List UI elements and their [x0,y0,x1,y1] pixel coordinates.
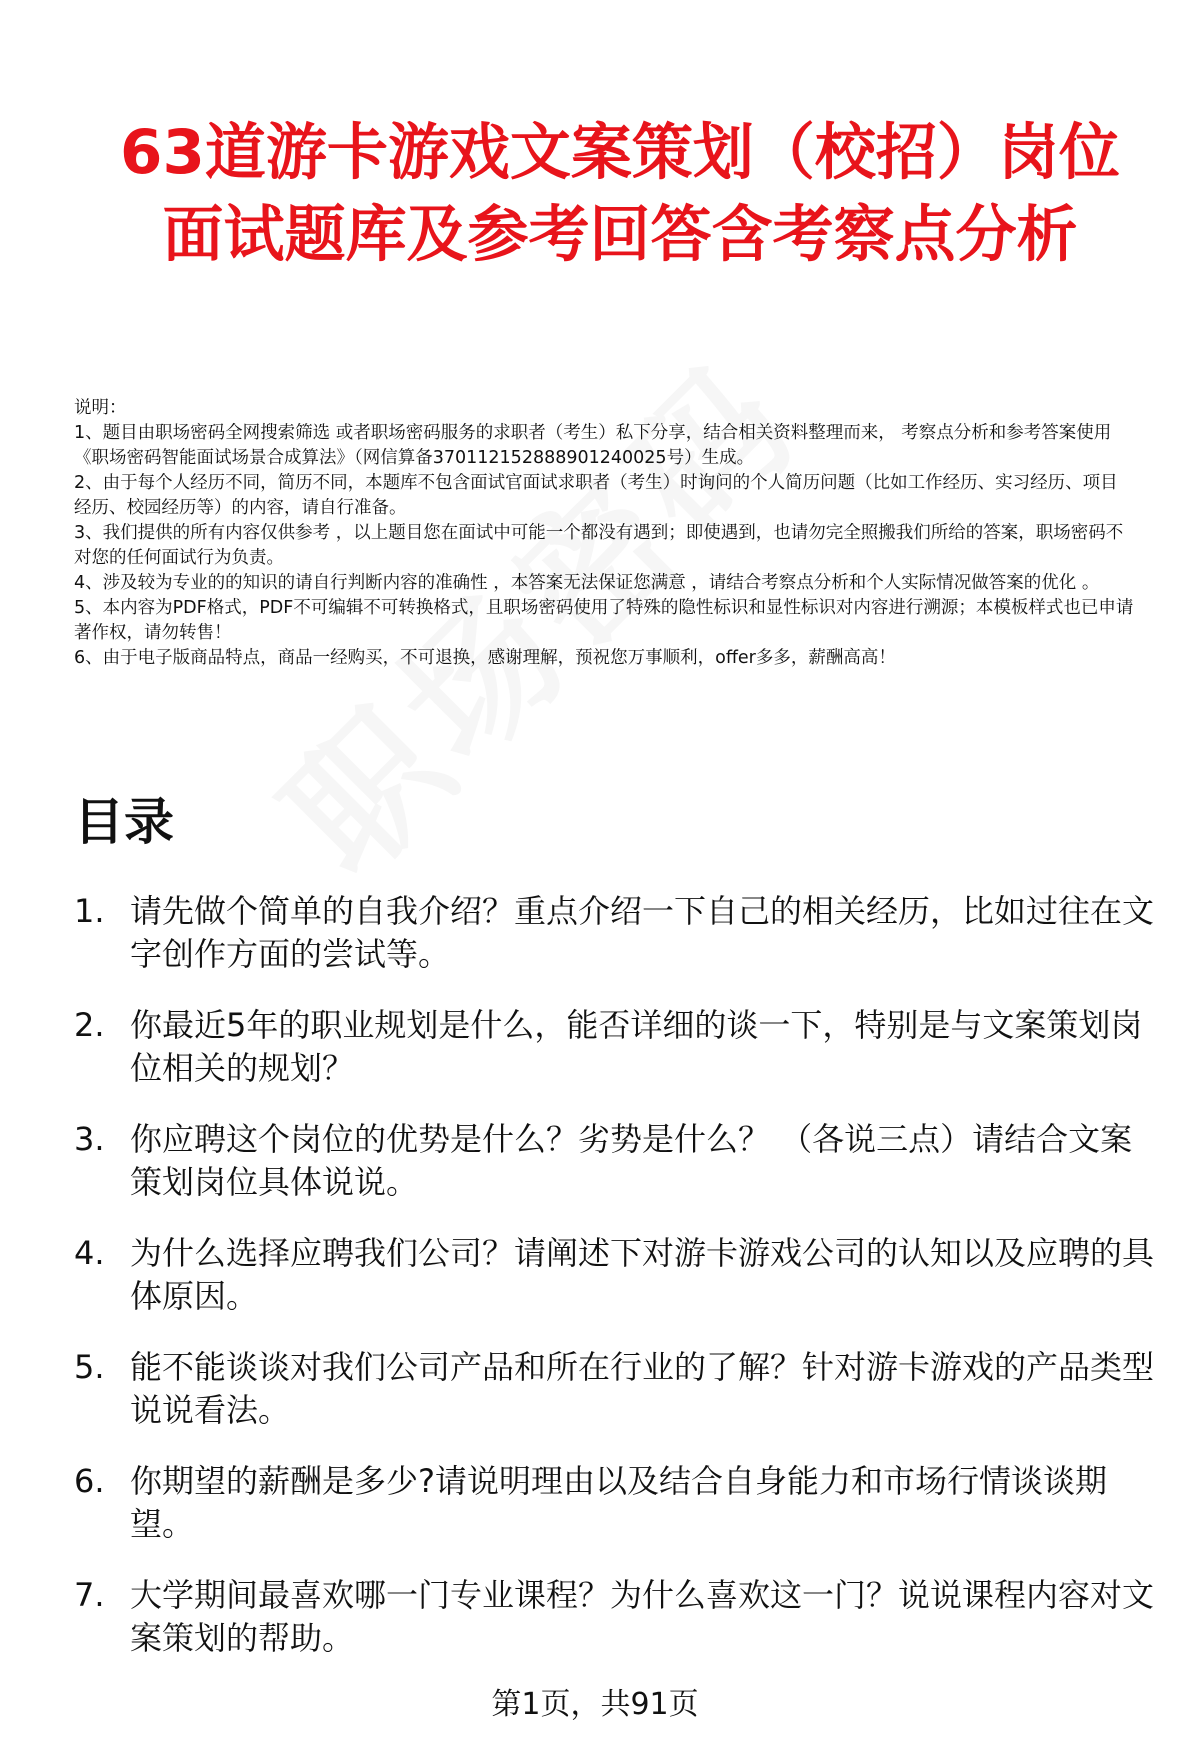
note-item: 3、我们提供的所有内容仅供参考 ，以上题目您在面试中可能一个都没有遇到；即使遇到，也请勿完全照搬我们所给的答案，职场密码不对您的任何面试行为负责。 [74,523,1124,568]
toc-item-text: 你最近5年的职业规划是什么，能否详细的谈一下，特别是与文案策划岗位相关的规划？ [130,1006,1143,1087]
toc-item-number: 4. [74,1234,105,1272]
note-item: 6、由于电子版商品特点，商品一经购买，不可退换，感谢理解，预祝您万事顺利，offer多多，薪酬高高！ [74,648,896,668]
note-item: 2、由于每个人经历不同，简历不同，本题库不包含面试官面试求职者（考生）时询问的个人简历问题（比如工作经历、实习经历、项目经历、校园经历等）的内容，请自行准备。 [74,473,1118,518]
toc-item[interactable] [74,1460,1164,1546]
toc-item[interactable] [74,1346,1164,1432]
notes-heading: 说明： [74,398,127,418]
toc-item[interactable] [74,1232,1164,1318]
notes-section [74,396,1134,671]
toc-item-number: 3. [74,1120,105,1158]
note-item: 1、题目由职场密码全网搜索筛选 或者职场密码服务的求职者（考生）私下分享，结合相关资料整理而来， 考察点分析和参考答案使用《职场密码智能面试场景合成算法》（网信算备370112152888901240025号）生成。 [74,423,1112,468]
toc-heading: 目录 [74,793,174,851]
toc-item-text: 能不能谈谈对我们公司产品和所在行业的了解？针对游卡游戏的产品类型说说看法。 [130,1348,1155,1429]
toc-item-text: 请先做个简单的自我介绍？重点介绍一下自己的相关经历，比如过往在文字创作方面的尝试等。 [130,892,1155,973]
toc-item-text: 你应聘这个岗位的优势是什么？劣势是什么？ （各说三点）请结合文案策划岗位具体说说。 [130,1120,1133,1201]
toc-item-text: 你期望的薪酬是多少?请说明理由以及结合自身能力和市场行情谈谈期望。 [130,1462,1107,1543]
page-footer: 第1页，共91页 [491,1687,699,1722]
toc-item[interactable] [74,1004,1164,1090]
document-title: 63道游卡游戏文案策划（校招）岗位面试题库及参考回答含考察点分析 [120,117,1120,270]
toc-item-text: 大学期间最喜欢哪一门专业课程？为什么喜欢这一门？说说课程内容对文案策划的帮助。 [130,1576,1155,1657]
toc-item-number: 2. [74,1006,105,1044]
toc-item-number: 5. [74,1348,105,1386]
note-item: 5、本内容为PDF格式，PDF不可编辑不可转换格式，且职场密码使用了特殊的隐性标识和显性标识对内容进行溯源；本模板样式也已申请著作权，请勿转售！ [74,598,1134,643]
toc-item-text: 为什么选择应聘我们公司？请阐述下对游卡游戏公司的认知以及应聘的具体原因。 [130,1234,1155,1315]
note-item: 4、涉及较为专业的的知识的请自行判断内容的准确性 ，本答案无法保证您满意 ，请结合考察点分析和个人实际情况做答案的优化 。 [74,573,1100,593]
toc-item[interactable] [74,1574,1164,1660]
toc-item-number: 1. [74,892,105,930]
toc-item-number: 6. [74,1462,105,1500]
toc-item[interactable] [74,890,1164,976]
toc-item[interactable] [74,1118,1164,1204]
toc-item-number: 7. [74,1576,105,1614]
toc-list [74,890,1164,1688]
